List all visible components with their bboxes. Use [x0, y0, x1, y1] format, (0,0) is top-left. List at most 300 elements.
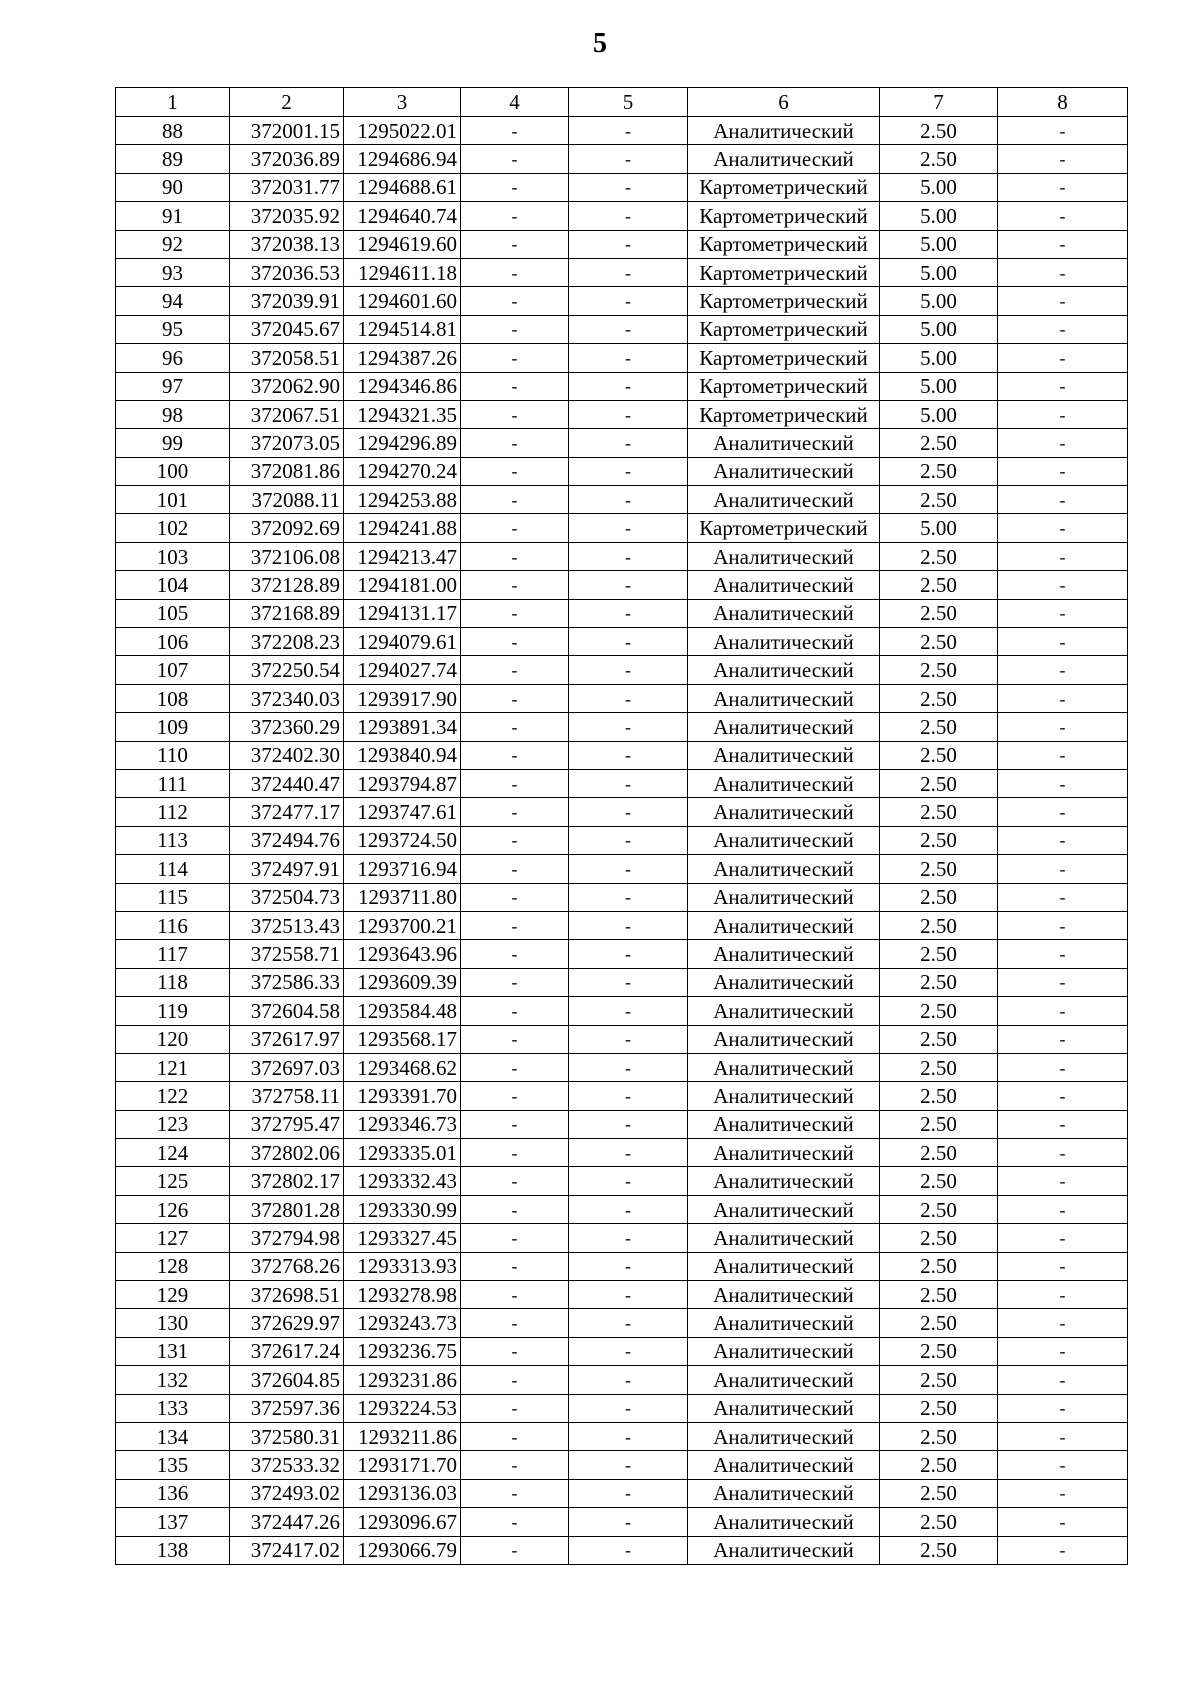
col5-cell: - — [569, 940, 688, 968]
table-body — [116, 117, 1128, 1565]
col5-cell: - — [569, 769, 688, 797]
col5-cell: - — [569, 258, 688, 286]
accuracy-cell: 5.00 — [880, 514, 998, 542]
method-cell: Аналитический — [688, 599, 880, 627]
accuracy-cell: 2.50 — [880, 571, 998, 599]
table-row — [116, 571, 1128, 599]
method-cell: Аналитический — [688, 798, 880, 826]
col4-cell: - — [461, 1536, 569, 1564]
accuracy-cell: 2.50 — [880, 1167, 998, 1195]
table-row — [116, 344, 1128, 372]
col4-cell: - — [461, 372, 569, 400]
point-number-cell: 116 — [116, 911, 230, 939]
col5-cell: - — [569, 1479, 688, 1507]
y-coordinate-cell: 1293243.73 — [344, 1309, 461, 1337]
col5-cell: - — [569, 202, 688, 230]
method-cell: Аналитический — [688, 1195, 880, 1223]
y-coordinate-cell: 1293643.96 — [344, 940, 461, 968]
table-row — [116, 968, 1128, 996]
col8-cell: - — [998, 173, 1128, 201]
accuracy-cell: 2.50 — [880, 1536, 998, 1564]
col5-cell: - — [569, 1167, 688, 1195]
col8-cell: - — [998, 741, 1128, 769]
table-row — [116, 1195, 1128, 1223]
col8-cell: - — [998, 571, 1128, 599]
table-header-row — [116, 88, 1128, 117]
col4-cell: - — [461, 258, 569, 286]
method-cell: Аналитический — [688, 1309, 880, 1337]
method-cell: Аналитический — [688, 911, 880, 939]
col8-cell: - — [998, 1252, 1128, 1280]
col5-cell: - — [569, 315, 688, 343]
point-number-cell: 107 — [116, 656, 230, 684]
col5-cell: - — [569, 344, 688, 372]
method-cell: Аналитический — [688, 486, 880, 514]
column-header: 1 — [116, 88, 230, 117]
col4-cell: - — [461, 1309, 569, 1337]
col4-cell: - — [461, 1053, 569, 1081]
point-number-cell: 135 — [116, 1451, 230, 1479]
method-cell: Аналитический — [688, 741, 880, 769]
point-number-cell: 137 — [116, 1508, 230, 1536]
point-number-cell: 95 — [116, 315, 230, 343]
y-coordinate-cell: 1294253.88 — [344, 486, 461, 514]
accuracy-cell: 2.50 — [880, 826, 998, 854]
col4-cell: - — [461, 826, 569, 854]
col4-cell: - — [461, 883, 569, 911]
method-cell: Аналитический — [688, 684, 880, 712]
method-cell: Аналитический — [688, 1394, 880, 1422]
point-number-cell: 97 — [116, 372, 230, 400]
table-row — [116, 258, 1128, 286]
method-cell: Аналитический — [688, 769, 880, 797]
y-coordinate-cell: 1293568.17 — [344, 1025, 461, 1053]
y-coordinate-cell: 1293468.62 — [344, 1053, 461, 1081]
table-row — [116, 202, 1128, 230]
y-coordinate-cell: 1294270.24 — [344, 457, 461, 485]
table-row — [116, 173, 1128, 201]
x-coordinate-cell: 372168.89 — [230, 599, 344, 627]
point-number-cell: 105 — [116, 599, 230, 627]
y-coordinate-cell: 1293335.01 — [344, 1139, 461, 1167]
y-coordinate-cell: 1293716.94 — [344, 855, 461, 883]
col4-cell: - — [461, 571, 569, 599]
col8-cell: - — [998, 514, 1128, 542]
method-cell: Аналитический — [688, 997, 880, 1025]
accuracy-cell: 5.00 — [880, 287, 998, 315]
accuracy-cell: 2.50 — [880, 1337, 998, 1365]
y-coordinate-cell: 1294321.35 — [344, 400, 461, 428]
method-cell: Аналитический — [688, 1337, 880, 1365]
x-coordinate-cell: 372038.13 — [230, 230, 344, 258]
table-row — [116, 1508, 1128, 1536]
accuracy-cell: 2.50 — [880, 457, 998, 485]
table-row — [116, 940, 1128, 968]
col5-cell: - — [569, 514, 688, 542]
col4-cell: - — [461, 486, 569, 514]
point-number-cell: 108 — [116, 684, 230, 712]
x-coordinate-cell: 372604.58 — [230, 997, 344, 1025]
x-coordinate-cell: 372802.06 — [230, 1139, 344, 1167]
col4-cell: - — [461, 173, 569, 201]
col8-cell: - — [998, 599, 1128, 627]
point-number-cell: 131 — [116, 1337, 230, 1365]
y-coordinate-cell: 1293332.43 — [344, 1167, 461, 1195]
x-coordinate-cell: 372036.53 — [230, 258, 344, 286]
accuracy-cell: 2.50 — [880, 1195, 998, 1223]
x-coordinate-cell: 372208.23 — [230, 628, 344, 656]
col8-cell: - — [998, 117, 1128, 145]
col8-cell: - — [998, 1224, 1128, 1252]
x-coordinate-cell: 372036.89 — [230, 145, 344, 173]
accuracy-cell: 2.50 — [880, 1110, 998, 1138]
table-row — [116, 911, 1128, 939]
x-coordinate-cell: 372768.26 — [230, 1252, 344, 1280]
col4-cell: - — [461, 429, 569, 457]
x-coordinate-cell: 372447.26 — [230, 1508, 344, 1536]
point-number-cell: 106 — [116, 628, 230, 656]
method-cell: Аналитический — [688, 1139, 880, 1167]
x-coordinate-cell: 372092.69 — [230, 514, 344, 542]
col8-cell: - — [998, 1139, 1128, 1167]
x-coordinate-cell: 372001.15 — [230, 117, 344, 145]
y-coordinate-cell: 1294688.61 — [344, 173, 461, 201]
col5-cell: - — [569, 1536, 688, 1564]
col4-cell: - — [461, 997, 569, 1025]
col4-cell: - — [461, 1025, 569, 1053]
method-cell: Аналитический — [688, 1224, 880, 1252]
col5-cell: - — [569, 1224, 688, 1252]
col8-cell: - — [998, 1422, 1128, 1450]
method-cell: Аналитический — [688, 1110, 880, 1138]
x-coordinate-cell: 372801.28 — [230, 1195, 344, 1223]
col5-cell: - — [569, 826, 688, 854]
x-coordinate-cell: 372128.89 — [230, 571, 344, 599]
accuracy-cell: 2.50 — [880, 117, 998, 145]
method-cell: Картометрический — [688, 202, 880, 230]
accuracy-cell: 2.50 — [880, 1139, 998, 1167]
table-row — [116, 1053, 1128, 1081]
col4-cell: - — [461, 1366, 569, 1394]
method-cell: Аналитический — [688, 1082, 880, 1110]
y-coordinate-cell: 1293211.86 — [344, 1422, 461, 1450]
accuracy-cell: 2.50 — [880, 1082, 998, 1110]
accuracy-cell: 2.50 — [880, 1025, 998, 1053]
accuracy-cell: 2.50 — [880, 798, 998, 826]
table-row — [116, 457, 1128, 485]
point-number-cell: 92 — [116, 230, 230, 258]
col8-cell: - — [998, 684, 1128, 712]
point-number-cell: 88 — [116, 117, 230, 145]
accuracy-cell: 5.00 — [880, 258, 998, 286]
col8-cell: - — [998, 315, 1128, 343]
col5-cell: - — [569, 1366, 688, 1394]
method-cell: Картометрический — [688, 372, 880, 400]
col8-cell: - — [998, 400, 1128, 428]
accuracy-cell: 2.50 — [880, 769, 998, 797]
y-coordinate-cell: 1293136.03 — [344, 1479, 461, 1507]
accuracy-cell: 2.50 — [880, 486, 998, 514]
y-coordinate-cell: 1293794.87 — [344, 769, 461, 797]
accuracy-cell: 2.50 — [880, 1224, 998, 1252]
x-coordinate-cell: 372513.43 — [230, 911, 344, 939]
x-coordinate-cell: 372698.51 — [230, 1281, 344, 1309]
method-cell: Аналитический — [688, 826, 880, 854]
method-cell: Аналитический — [688, 117, 880, 145]
col4-cell: - — [461, 514, 569, 542]
col5-cell: - — [569, 173, 688, 201]
point-number-cell: 136 — [116, 1479, 230, 1507]
point-number-cell: 91 — [116, 202, 230, 230]
point-number-cell: 125 — [116, 1167, 230, 1195]
table-row — [116, 628, 1128, 656]
point-number-cell: 122 — [116, 1082, 230, 1110]
x-coordinate-cell: 372494.76 — [230, 826, 344, 854]
col4-cell: - — [461, 1167, 569, 1195]
y-coordinate-cell: 1294131.17 — [344, 599, 461, 627]
y-coordinate-cell: 1293224.53 — [344, 1394, 461, 1422]
col8-cell: - — [998, 1110, 1128, 1138]
col5-cell: - — [569, 1281, 688, 1309]
col8-cell: - — [998, 372, 1128, 400]
col8-cell: - — [998, 1366, 1128, 1394]
col8-cell: - — [998, 968, 1128, 996]
x-coordinate-cell: 372360.29 — [230, 713, 344, 741]
col5-cell: - — [569, 599, 688, 627]
accuracy-cell: 2.50 — [880, 628, 998, 656]
accuracy-cell: 2.50 — [880, 855, 998, 883]
y-coordinate-cell: 1293066.79 — [344, 1536, 461, 1564]
col8-cell: - — [998, 1451, 1128, 1479]
col8-cell: - — [998, 1053, 1128, 1081]
method-cell: Аналитический — [688, 1025, 880, 1053]
col8-cell: - — [998, 230, 1128, 258]
method-cell: Аналитический — [688, 1422, 880, 1450]
point-number-cell: 102 — [116, 514, 230, 542]
table-row — [116, 1110, 1128, 1138]
col4-cell: - — [461, 940, 569, 968]
point-number-cell: 126 — [116, 1195, 230, 1223]
method-cell: Картометрический — [688, 258, 880, 286]
col5-cell: - — [569, 145, 688, 173]
method-cell: Аналитический — [688, 1508, 880, 1536]
table-row — [116, 1451, 1128, 1479]
point-number-cell: 118 — [116, 968, 230, 996]
col5-cell: - — [569, 656, 688, 684]
x-coordinate-cell: 372504.73 — [230, 883, 344, 911]
method-cell: Аналитический — [688, 1479, 880, 1507]
table-row — [116, 1536, 1128, 1564]
point-number-cell: 133 — [116, 1394, 230, 1422]
x-coordinate-cell: 372617.97 — [230, 1025, 344, 1053]
accuracy-cell: 2.50 — [880, 1309, 998, 1337]
col5-cell: - — [569, 117, 688, 145]
point-number-cell: 138 — [116, 1536, 230, 1564]
col4-cell: - — [461, 684, 569, 712]
col8-cell: - — [998, 1337, 1128, 1365]
table-row — [116, 826, 1128, 854]
col5-cell: - — [569, 883, 688, 911]
col5-cell: - — [569, 968, 688, 996]
y-coordinate-cell: 1294346.86 — [344, 372, 461, 400]
col4-cell: - — [461, 1479, 569, 1507]
point-number-cell: 112 — [116, 798, 230, 826]
method-cell: Аналитический — [688, 1366, 880, 1394]
col5-cell: - — [569, 1082, 688, 1110]
method-cell: Картометрический — [688, 400, 880, 428]
col8-cell: - — [998, 1195, 1128, 1223]
accuracy-cell: 2.50 — [880, 684, 998, 712]
col8-cell: - — [998, 769, 1128, 797]
x-coordinate-cell: 372058.51 — [230, 344, 344, 372]
col5-cell: - — [569, 400, 688, 428]
col8-cell: - — [998, 542, 1128, 570]
x-coordinate-cell: 372533.32 — [230, 1451, 344, 1479]
method-cell: Аналитический — [688, 1281, 880, 1309]
col8-cell: - — [998, 1082, 1128, 1110]
point-number-cell: 89 — [116, 145, 230, 173]
x-coordinate-cell: 372250.54 — [230, 656, 344, 684]
col5-cell: - — [569, 542, 688, 570]
point-number-cell: 115 — [116, 883, 230, 911]
x-coordinate-cell: 372417.02 — [230, 1536, 344, 1564]
col4-cell: - — [461, 1139, 569, 1167]
column-header: 6 — [688, 88, 880, 117]
accuracy-cell: 5.00 — [880, 230, 998, 258]
col8-cell: - — [998, 656, 1128, 684]
col8-cell: - — [998, 457, 1128, 485]
col4-cell: - — [461, 344, 569, 372]
col8-cell: - — [998, 798, 1128, 826]
col4-cell: - — [461, 855, 569, 883]
y-coordinate-cell: 1294601.60 — [344, 287, 461, 315]
col4-cell: - — [461, 1451, 569, 1479]
method-cell: Аналитический — [688, 1167, 880, 1195]
accuracy-cell: 2.50 — [880, 911, 998, 939]
col5-cell: - — [569, 230, 688, 258]
col8-cell: - — [998, 940, 1128, 968]
column-header: 2 — [230, 88, 344, 117]
col5-cell: - — [569, 997, 688, 1025]
col8-cell: - — [998, 883, 1128, 911]
method-cell: Аналитический — [688, 457, 880, 485]
y-coordinate-cell: 1294241.88 — [344, 514, 461, 542]
method-cell: Картометрический — [688, 514, 880, 542]
x-coordinate-cell: 372794.98 — [230, 1224, 344, 1252]
col4-cell: - — [461, 315, 569, 343]
point-number-cell: 113 — [116, 826, 230, 854]
table-row — [116, 1082, 1128, 1110]
y-coordinate-cell: 1294079.61 — [344, 628, 461, 656]
x-coordinate-cell: 372497.91 — [230, 855, 344, 883]
col4-cell: - — [461, 713, 569, 741]
col8-cell: - — [998, 855, 1128, 883]
x-coordinate-cell: 372604.85 — [230, 1366, 344, 1394]
accuracy-cell: 2.50 — [880, 713, 998, 741]
y-coordinate-cell: 1294514.81 — [344, 315, 461, 343]
point-number-cell: 128 — [116, 1252, 230, 1280]
y-coordinate-cell: 1293747.61 — [344, 798, 461, 826]
method-cell: Аналитический — [688, 1053, 880, 1081]
col8-cell: - — [998, 287, 1128, 315]
table-row — [116, 997, 1128, 1025]
col8-cell: - — [998, 713, 1128, 741]
col8-cell: - — [998, 1167, 1128, 1195]
table-row — [116, 713, 1128, 741]
point-number-cell: 121 — [116, 1053, 230, 1081]
point-number-cell: 117 — [116, 940, 230, 968]
col5-cell: - — [569, 713, 688, 741]
method-cell: Аналитический — [688, 145, 880, 173]
col4-cell: - — [461, 457, 569, 485]
y-coordinate-cell: 1294213.47 — [344, 542, 461, 570]
point-number-cell: 94 — [116, 287, 230, 315]
y-coordinate-cell: 1293278.98 — [344, 1281, 461, 1309]
col4-cell: - — [461, 911, 569, 939]
point-number-cell: 98 — [116, 400, 230, 428]
method-cell: Картометрический — [688, 287, 880, 315]
point-number-cell: 129 — [116, 1281, 230, 1309]
col5-cell: - — [569, 486, 688, 514]
y-coordinate-cell: 1294611.18 — [344, 258, 461, 286]
method-cell: Аналитический — [688, 656, 880, 684]
col8-cell: - — [998, 1508, 1128, 1536]
table-row — [116, 684, 1128, 712]
y-coordinate-cell: 1293346.73 — [344, 1110, 461, 1138]
col8-cell: - — [998, 202, 1128, 230]
column-header: 5 — [569, 88, 688, 117]
col4-cell: - — [461, 968, 569, 996]
y-coordinate-cell: 1294686.94 — [344, 145, 461, 173]
col8-cell: - — [998, 429, 1128, 457]
accuracy-cell: 2.50 — [880, 1366, 998, 1394]
accuracy-cell: 2.50 — [880, 1252, 998, 1280]
table-row — [116, 1479, 1128, 1507]
method-cell: Аналитический — [688, 713, 880, 741]
x-coordinate-cell: 372617.24 — [230, 1337, 344, 1365]
col4-cell: - — [461, 1394, 569, 1422]
col5-cell: - — [569, 1139, 688, 1167]
col5-cell: - — [569, 429, 688, 457]
x-coordinate-cell: 372697.03 — [230, 1053, 344, 1081]
point-number-cell: 109 — [116, 713, 230, 741]
point-number-cell: 110 — [116, 741, 230, 769]
point-number-cell: 99 — [116, 429, 230, 457]
col8-cell: - — [998, 145, 1128, 173]
point-number-cell: 96 — [116, 344, 230, 372]
y-coordinate-cell: 1293711.80 — [344, 883, 461, 911]
col4-cell: - — [461, 741, 569, 769]
x-coordinate-cell: 372558.71 — [230, 940, 344, 968]
accuracy-cell: 5.00 — [880, 344, 998, 372]
table-row — [116, 1252, 1128, 1280]
table-row — [116, 514, 1128, 542]
table-row — [116, 429, 1128, 457]
accuracy-cell: 2.50 — [880, 1479, 998, 1507]
col4-cell: - — [461, 542, 569, 570]
y-coordinate-cell: 1293171.70 — [344, 1451, 461, 1479]
point-number-cell: 132 — [116, 1366, 230, 1394]
accuracy-cell: 2.50 — [880, 1281, 998, 1309]
x-coordinate-cell: 372045.67 — [230, 315, 344, 343]
col5-cell: - — [569, 1508, 688, 1536]
coordinates-table — [115, 87, 1128, 1565]
x-coordinate-cell: 372802.17 — [230, 1167, 344, 1195]
method-cell: Аналитический — [688, 855, 880, 883]
accuracy-cell: 2.50 — [880, 1394, 998, 1422]
table-row — [116, 400, 1128, 428]
table-row — [116, 145, 1128, 173]
